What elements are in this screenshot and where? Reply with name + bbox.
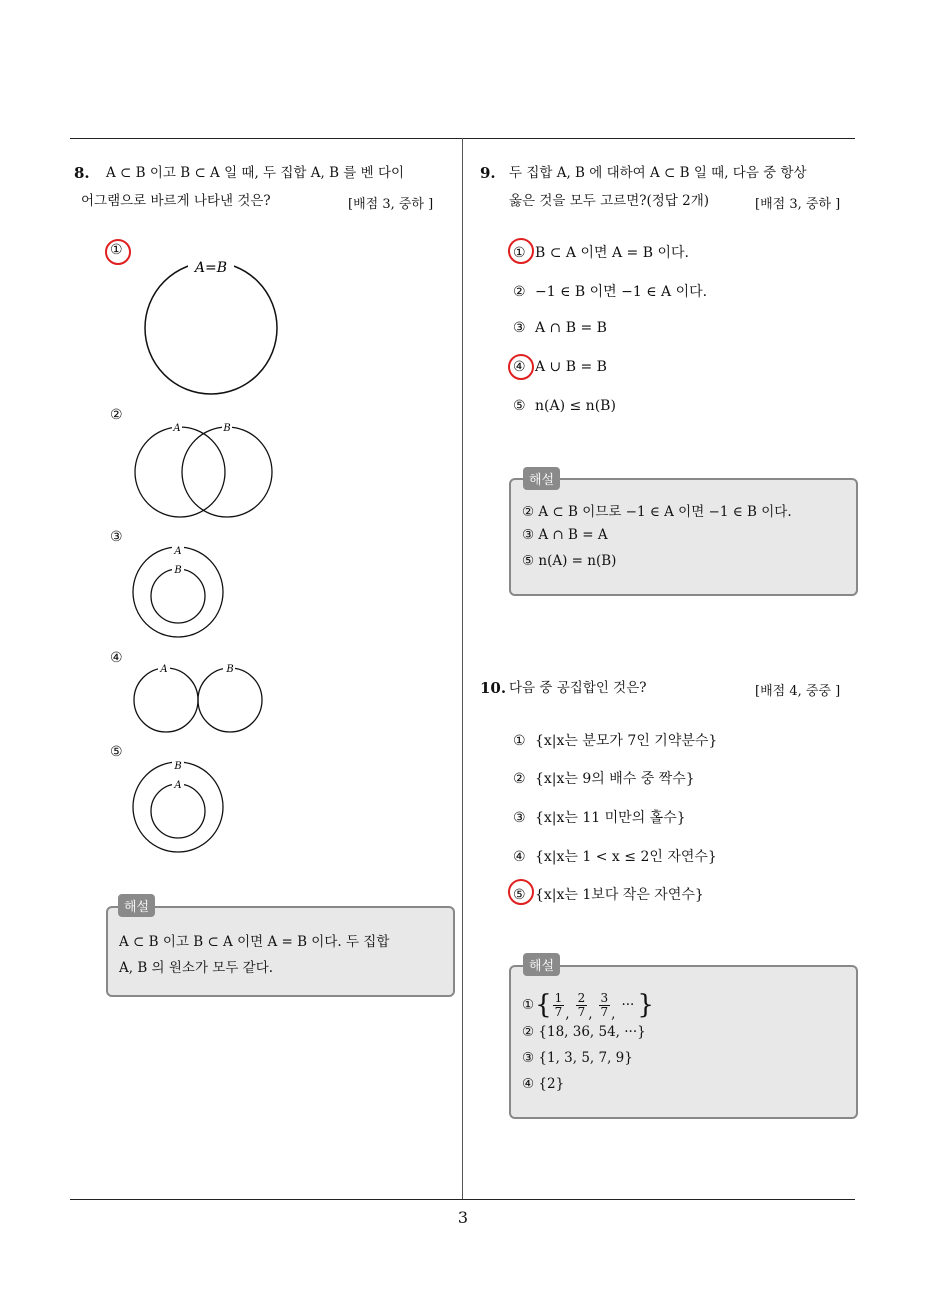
venn-label-a: A: [160, 664, 168, 675]
left-brace-glyph: {: [535, 990, 552, 1020]
option-number: ⑤: [513, 887, 526, 903]
q9-option-3[interactable]: [513, 320, 607, 336]
q8-venn-2: [130, 420, 280, 520]
comma-glyph: ,: [611, 1006, 616, 1022]
q10-number: 10.: [480, 679, 507, 697]
denominator: 7: [554, 1004, 563, 1019]
option-text: {x|x는 1 < x ≤ 2인 자연수}: [535, 849, 717, 865]
venn-label-a: A: [173, 423, 181, 434]
q10-option-3[interactable]: [513, 807, 686, 827]
q10-points: [배점 4, 중중 ]: [755, 684, 841, 699]
option-text: {x|x는 11 미만의 홀수}: [535, 810, 686, 826]
q10-solution-line2: ② {18, 36, 54, ···}: [522, 1024, 646, 1040]
option-number: ④: [513, 359, 526, 375]
q8-number: 8.: [74, 164, 90, 182]
q8-text-line2: 어그램으로 바르게 나타낸 것은?: [81, 193, 271, 209]
q8-solution-box: [106, 906, 455, 997]
q8-points: [배점 3, 중하 ]: [348, 197, 434, 212]
right-brace-glyph: }: [637, 990, 654, 1020]
q9-solution-line3: ⑤ n(A) = n(B): [522, 553, 617, 569]
q9-solution-line2: ③ A ∩ B = A: [522, 527, 608, 543]
venn-label-b: B: [226, 664, 234, 675]
q8-venn-5: [130, 757, 230, 857]
option-number: ⑤: [513, 398, 526, 414]
fraction-3: [599, 992, 611, 1019]
q8-option-1-label[interactable]: ①: [110, 242, 123, 258]
q9-option-1[interactable]: [513, 242, 689, 262]
q10-option-4[interactable]: [513, 846, 717, 866]
q10-solution-line4: ④ {2}: [522, 1076, 565, 1092]
q10-solution-line1: [522, 988, 654, 1022]
option-text: A ∪ B = B: [535, 359, 607, 375]
venn-label-b: B: [174, 565, 182, 576]
option-number: ④: [513, 849, 526, 865]
numerator: 1: [554, 990, 563, 1005]
q10-option-2[interactable]: [513, 768, 695, 788]
numerator: 3: [600, 990, 609, 1005]
q9-solution-tab: 해설: [523, 467, 560, 490]
fraction-1: [553, 992, 565, 1019]
ellipsis: ···: [621, 997, 635, 1013]
q8-solution-line1: A ⊂ B 이고 B ⊂ A 이면 A = B 이다. 두 집합: [119, 934, 390, 950]
comma-glyph: ,: [588, 1006, 593, 1022]
q8-text-line1: A ⊂ B 이고 B ⊂ A 일 때, 두 집합 A, B 를 벤 다이: [106, 165, 405, 181]
q9-text-line2: 옳은 것을 모두 고르면?(정답 2개): [509, 193, 710, 209]
q8-option-2-label[interactable]: ②: [110, 407, 123, 423]
q8-option-3-label[interactable]: ③: [110, 529, 123, 545]
option-number: ③: [513, 810, 526, 826]
q9-option-4[interactable]: [513, 359, 607, 375]
q8-solution-line2: A, B 의 원소가 모두 같다.: [119, 960, 274, 976]
venn-label-b: B: [223, 423, 231, 434]
q9-option-5[interactable]: [513, 398, 616, 414]
q8-option-4-label[interactable]: ④: [110, 650, 123, 666]
q9-solution-line1: ② A ⊂ B 이므로 −1 ∈ A 이면 −1 ∈ B 이다.: [522, 504, 792, 520]
option-text: B ⊂ A 이면 A = B 이다.: [535, 245, 689, 261]
option-text: {x|x는 1보다 작은 자연수}: [535, 887, 704, 903]
comma-glyph: ,: [565, 1006, 570, 1022]
column-divider: [462, 138, 463, 1200]
page-number: 3: [457, 1208, 469, 1227]
bottom-rule: [70, 1199, 855, 1200]
option-text: {x|x는 분모가 7인 기약분수}: [535, 733, 718, 749]
denominator: 7: [600, 1004, 609, 1019]
q9-points: [배점 3, 중하 ]: [755, 197, 841, 212]
denominator: 7: [577, 1004, 586, 1019]
option-number: ①: [513, 733, 526, 749]
q9-number: 9.: [480, 164, 496, 182]
venn-label-b: B: [174, 761, 182, 772]
venn-label-a-equals-b: A=B: [194, 260, 228, 276]
solution-line1-number: ①: [522, 997, 535, 1013]
venn-label-a: A: [174, 546, 182, 557]
q9-option-2[interactable]: [513, 281, 707, 301]
option-text: {x|x는 9의 배수 중 짝수}: [535, 771, 695, 787]
option-number: ②: [513, 284, 526, 300]
venn-label-a: A: [174, 780, 182, 791]
numerator: 2: [577, 990, 586, 1005]
q8-venn-4: [130, 663, 270, 738]
option-text: n(A) ≤ n(B): [535, 398, 616, 414]
q9-text-line1: 두 집합 A, B 에 대하여 A ⊂ B 일 때, 다음 중 항상: [509, 165, 807, 181]
q10-solution-line3: ③ {1, 3, 5, 7, 9}: [522, 1050, 633, 1066]
q10-option-5[interactable]: [513, 884, 704, 904]
option-number: ②: [513, 771, 526, 787]
option-number: ①: [513, 245, 526, 261]
option-number: ③: [513, 320, 526, 336]
q10-solution-tab: 해설: [523, 953, 560, 976]
option-text: A ∩ B = B: [535, 320, 607, 336]
q10-option-1[interactable]: [513, 730, 717, 750]
q8-venn-3: [130, 543, 230, 643]
q8-solution-tab: 해설: [118, 894, 155, 917]
q8-option-5-label[interactable]: ⑤: [110, 744, 123, 760]
q10-question: 다음 중 공집합인 것은?: [509, 680, 647, 696]
option-text: −1 ∈ B 이면 −1 ∈ A 이다.: [535, 284, 708, 300]
fraction-2: [576, 992, 588, 1019]
q8-venn-1: [140, 255, 285, 400]
